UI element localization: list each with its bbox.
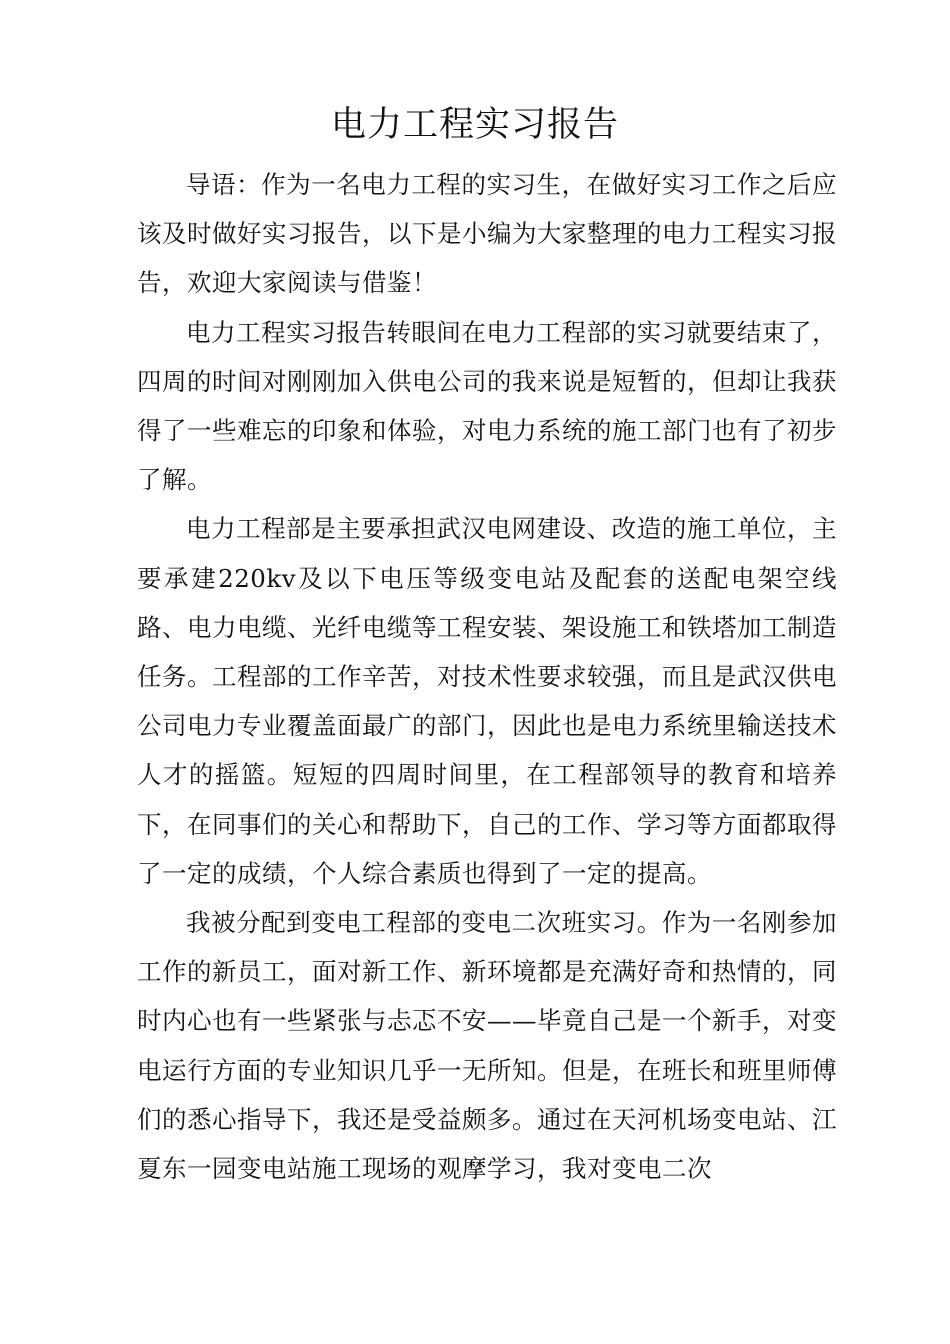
paragraph-intro: 导语：作为一名电力工程的实习生，在做好实习工作之后应该及时做好实习报告，以下是小编为大家整理的电力工程实习报告，欢迎大家阅读与借鉴！ <box>137 170 837 298</box>
document-body <box>137 160 837 1193</box>
paragraph-3: 我被分配到变电工程部的变电二次班实习。作为一名刚参加工作的新员工，面对新工作、新环境都是充满好奇和热情的，同时内心也有一些紧张与忐忑不安——毕竟自己是一个新手，对变电运行方面的专业知识几乎一无所知。但是，在班长和班里师傅们的悉心指导下，我还是受益颇多。通过在天河机场变电站、江夏东一园变电站施工现场的观摩学习，我对变电二次 <box>137 908 837 1184</box>
paragraph-1: 电力工程实习报告转眼间在电力工程部的实习就要结束了，四周的时间对刚刚加入供电公司的我来说是短暂的，但却让我获得了一些难忘的印象和体验，对电力系统的施工部门也有了初步了解。 <box>137 317 837 495</box>
paragraph-2: 电力工程部是主要承担武汉电网建设、改造的施工单位，主要承建220kv及以下电压等级变电站及配套的送配电架空线路、电力电缆、光纤电缆等工程安装、架设施工和铁塔加工制造任务。工程部的工作辛苦，对技术性要求较强，而且是武汉供电公司电力专业覆盖面最广的部门，因此也是电力系统里输送技术人才的摇篮。短短的四周时间里，在工程部领导的教育和培养下，在同事们的关心和帮助下，自己的工作、学习等方面都取得了一定的成绩，个人综合素质也得到了一定的提高。 <box>137 514 837 888</box>
document-title: 电力工程实习报告 <box>330 105 619 145</box>
